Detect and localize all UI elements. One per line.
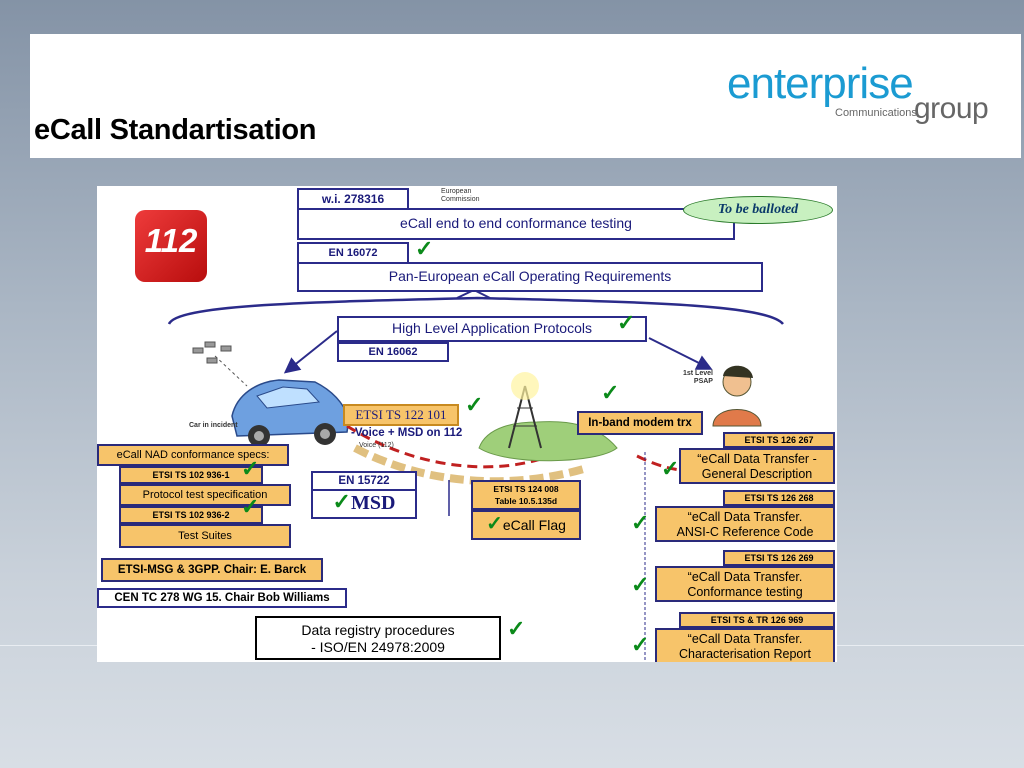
ts102936-1-box: ETSI TS 102 936-1 — [119, 466, 263, 484]
logo-group-text: group — [914, 92, 989, 125]
dt-char-line2: Characterisation Report — [678, 647, 811, 661]
car-in-incident-label: Car in incident — [189, 422, 238, 429]
sos-number: 112 — [144, 222, 198, 259]
hlap-to-psap-arrow — [649, 338, 709, 368]
enterprise-group-logo — [727, 60, 997, 130]
en16072-box: EN 16072 — [297, 242, 409, 264]
dt-general-line2: General Description — [701, 467, 813, 481]
registry-line1: Data registry procedures — [301, 622, 455, 638]
wi-box: w.i. 278316 — [297, 188, 409, 210]
dt-ansi-box — [655, 506, 835, 542]
european-commission-label: European Commission — [441, 188, 480, 203]
high-level-protocols-box: High Level Application Protocols — [337, 316, 647, 342]
ecall-flag-label: eCall Flag — [502, 517, 566, 533]
check-icon: ✓ — [465, 392, 484, 417]
check-icon: ✓ — [241, 456, 260, 481]
ts124008-line2: Table 10.5.135d — [494, 496, 558, 506]
to-be-balloted-badge: To be balloted — [683, 196, 833, 224]
psap-label: 1st Level PSAP — [683, 370, 713, 385]
en16062-box: EN 16062 — [337, 342, 449, 362]
ts126269-box: ETSI TS 126 269 — [723, 550, 835, 566]
data-registry-box — [255, 616, 501, 660]
registry-line2: - ISO/EN 24978:2009 — [311, 639, 445, 655]
dt-conformance-line1: “eCall Data Transfer. — [687, 570, 803, 584]
hlap-to-car-arrow — [287, 331, 337, 371]
check-icon: ✓ — [332, 489, 351, 514]
ts126267-box: ETSI TS 126 267 — [723, 432, 835, 448]
check-icon: ✓ — [631, 632, 650, 657]
check-icon: ✓ — [631, 510, 650, 535]
e2e-conformance-box: eCall end to end conformance testing — [297, 208, 735, 240]
ts124008-line1: ETSI TS 124 008 — [493, 484, 559, 494]
dt-conformance-box — [655, 566, 835, 602]
chair-etsi-box: ETSI-MSG & 3GPP. Chair: E. Barck — [101, 558, 323, 582]
check-icon: ✓ — [617, 310, 636, 335]
ecall-flag-box — [471, 510, 581, 540]
msd-box — [311, 489, 417, 519]
voice-112-label: Voice (112) — [359, 442, 394, 449]
check-icon: ✓ — [415, 236, 434, 261]
pan-european-box: Pan-European eCall Operating Requirements — [297, 262, 763, 292]
dt-conformance-line2: Conformance testing — [687, 585, 803, 599]
check-icon: ✓ — [507, 616, 526, 641]
test-suites-box: Test Suites — [119, 524, 291, 548]
check-icon: ✓ — [631, 572, 650, 597]
sos-112-icon — [135, 210, 207, 292]
logo-wordmark: enterprise — [727, 59, 913, 108]
standardisation-diagram — [97, 186, 837, 662]
check-icon: ✓ — [486, 513, 503, 535]
check-icon: ✓ — [601, 380, 620, 405]
en15722-box: EN 15722 — [311, 471, 417, 491]
dt-general-line1: “eCall Data Transfer - — [697, 452, 817, 466]
inband-modem-box: In-band modem trx — [577, 411, 703, 435]
dt-general-box — [679, 448, 835, 484]
ts124008-box — [471, 480, 581, 510]
dt-ansi-line1: “eCall Data Transfer. — [687, 510, 803, 524]
ts102936-2-box: ETSI TS 102 936-2 — [119, 506, 263, 524]
chair-cen-box: CEN TC 278 WG 15. Chair Bob Williams — [97, 588, 347, 608]
tstr126969-box: ETSI TS & TR 126 969 — [679, 612, 835, 628]
nad-specs-box: eCall NAD conformance specs: — [97, 444, 289, 466]
satellite-icon — [193, 342, 247, 386]
dt-ansi-line2: ANSI-C Reference Code — [676, 525, 814, 539]
ts126268-box: ETSI TS 126 268 — [723, 490, 835, 506]
dt-char-line1: “eCall Data Transfer. — [687, 632, 803, 646]
sos-subtext: SOS — [169, 283, 186, 292]
check-icon: ✓ — [241, 494, 260, 519]
slide-title: eCall Standartisation — [34, 114, 317, 146]
slide-header — [30, 34, 1021, 158]
protocol-test-box: Protocol test specification — [119, 484, 291, 506]
car-icon — [232, 380, 349, 447]
check-icon: ✓ — [661, 456, 680, 481]
psap-operator-icon — [713, 366, 761, 426]
etsi-122101-box: ETSI TS 122 101 — [343, 404, 459, 426]
logo-tagline: Communications — [835, 107, 917, 119]
voice-msd-label: -Voice + MSD on 112 — [351, 427, 463, 439]
dt-characterisation-box — [655, 628, 835, 662]
msd-label: MSD — [350, 492, 396, 514]
